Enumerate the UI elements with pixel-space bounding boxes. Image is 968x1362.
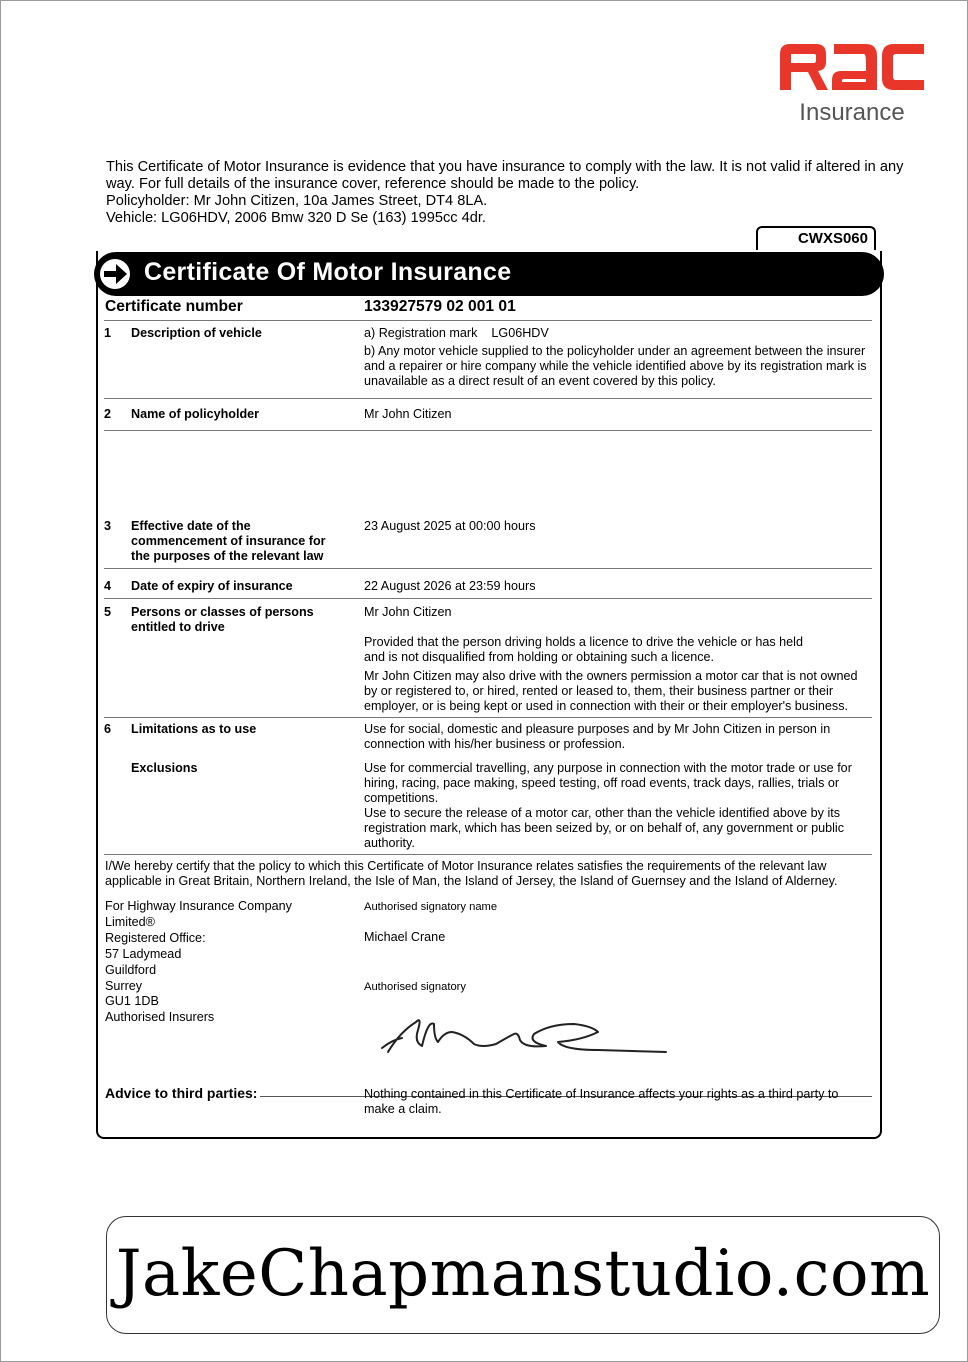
divider <box>104 854 872 855</box>
cert-number-label: Certificate number <box>105 298 243 315</box>
divider <box>104 598 872 599</box>
divider <box>104 717 872 718</box>
section-1-label: Description of vehicle <box>131 326 262 340</box>
divider <box>104 320 872 321</box>
watermark-banner: JakeChapmanstudio.com <box>106 1216 940 1334</box>
advice-value: Nothing contained in this Certificate of Insurance affects your rights as a third party to make a claim. <box>364 1087 839 1116</box>
section-2-value: Mr John Citizen <box>364 407 452 421</box>
insurer-line: 57 Ladymead <box>105 946 182 961</box>
logo-insurance-text: Insurance <box>799 99 905 126</box>
section-3-number: 3 <box>104 519 112 533</box>
insurer-line: Guildford <box>105 962 157 977</box>
section-2-label: Name of policyholder <box>131 407 260 421</box>
section-5-number: 5 <box>104 605 112 619</box>
certificate-header <box>94 252 884 296</box>
section-4-number: 4 <box>104 579 112 593</box>
insurer-line: GU1 1DB <box>105 994 159 1009</box>
certificate-title: Certificate Of Motor Insurance <box>144 258 512 286</box>
section-3-label: Effective date of the commencement of insurance for the purposes of the relevant law <box>131 519 326 563</box>
section-2-number: 2 <box>104 407 112 421</box>
section-1-description: b) Any motor vehicle supplied to the policyholder under an agreement between the insurer and a repairer or hire company while the vehicle identified above by its registration mark is unavailable as a direct result of an event covered by this policy. <box>364 344 867 388</box>
signatory-label: Authorised signatory <box>364 981 466 993</box>
section-6-label: Limitations as to use <box>131 722 257 736</box>
insurer-line: Registered Office: <box>105 930 206 945</box>
section-6-value: Use for social, domestic and pleasure purposes and by Mr John Citizen in person in connection with his/her business or profession. <box>364 722 831 751</box>
insurer-details <box>105 899 325 1026</box>
section-1-registration <box>364 326 874 341</box>
section-4-value: 22 August 2026 at 23:59 hours <box>364 579 536 593</box>
divider <box>104 568 872 569</box>
certification-statement: I/We hereby certify that the policy to which this Certificate of Motor Insurance relates satisfies the requirements of the relevant law applicable in Great Britain, Northern Ireland, the Isle of Man, the Island of Jersey, the Island of Guernsey and the Island of Alderney. <box>105 859 838 888</box>
divider <box>104 398 872 399</box>
insurer-line: Surrey <box>105 978 143 993</box>
exclusion-1: Use for commercial travelling, any purpose in connection with the motor trade or use for hiring, racing, pace making, speed testing, off road events, track days, rallies, trials or competitions. <box>364 761 852 805</box>
exclusion-2: Use to secure the release of a motor car, other than the vehicle identified above by its registration mark, which has been seized by, or on behalf of, any government or public authority. <box>364 806 844 850</box>
divider <box>104 430 872 431</box>
signatory-name-label: Authorised signatory name <box>364 901 498 913</box>
section-4-label: Date of expiry of insurance <box>131 579 293 593</box>
section-6-number: 6 <box>104 722 112 736</box>
intro-vehicle: Vehicle: LG06HDV, 2006 Bmw 320 D Se (163) 1995cc 4dr. <box>106 210 486 226</box>
arrow-right-icon <box>98 257 132 291</box>
advice-label: Advice to third parties: <box>105 1085 258 1101</box>
signatory-name: Michael Crane <box>364 930 446 944</box>
section-5-licence-condition: Provided that the person driving holds a licence to drive the vehicle or has held and is not disqualified from holding or obtaining such a licence. <box>364 635 803 664</box>
section-5-other-vehicles: Mr John Citizen may also drive with the owners permission a motor car that is not owned by or registered to, or hired, rented or leased to, them, their business partner or their employer, or is being kept or used in connection with their or their employer's business. <box>364 669 858 713</box>
rac-insurance-logo <box>778 40 928 126</box>
section-3-value: 23 August 2025 at 00:00 hours <box>364 519 536 533</box>
exclusions-label: Exclusions <box>131 761 198 775</box>
registration-label: a) Registration mark <box>364 326 478 340</box>
certificate-code-tab: CWXS060 <box>756 226 876 250</box>
intro-policyholder: Policyholder: Mr John Citizen, 10a James Street, DT4 8LA. <box>106 193 488 209</box>
insurer-line: Limited® <box>105 914 155 929</box>
intro-statement: This Certificate of Motor Insurance is evidence that you have insurance to comply with the law. It is not valid if altered in any way. For full details of the insurance cover, reference should be made to the policy. <box>106 159 904 192</box>
section-5-label: Persons or classes of persons entitled to drive <box>131 605 314 634</box>
registration-value: LG06HDV <box>491 326 549 340</box>
intro-text <box>106 159 906 227</box>
signature-image <box>378 1010 670 1058</box>
cert-number-value: 133927579 02 001 01 <box>364 298 516 315</box>
section-5-driver: Mr John Citizen <box>364 605 452 619</box>
insurer-line: Authorised Insurers <box>105 1010 215 1025</box>
insurer-line: For Highway Insurance Company <box>105 899 292 913</box>
section-1-number: 1 <box>104 326 112 340</box>
